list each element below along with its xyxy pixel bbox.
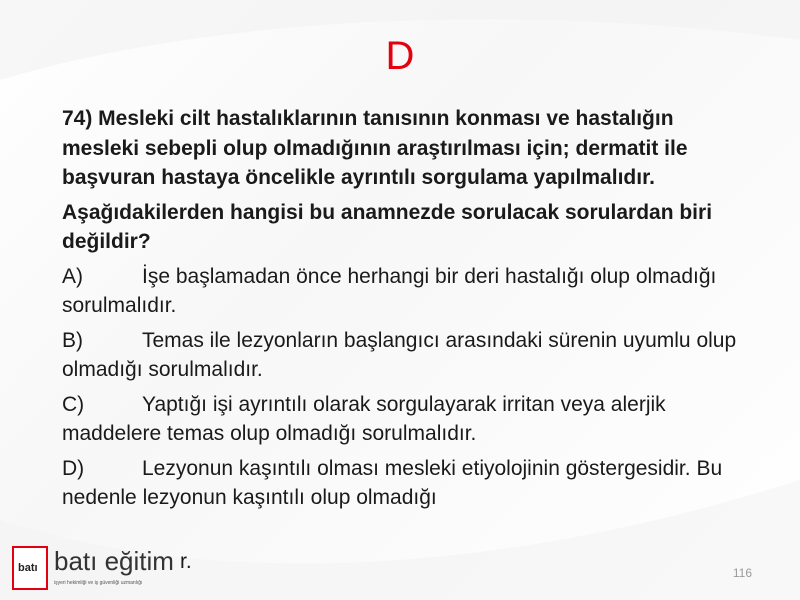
- option-c: [62, 390, 742, 449]
- trailing-fragment: r.: [180, 550, 192, 573]
- logo-mark-text: batı: [18, 562, 38, 574]
- slide-content: [62, 104, 742, 518]
- option-d: [62, 454, 742, 513]
- option-text: Lezyonun kaşıntılı olması mesleki etiyolojinin göstergesidir. Bu nedenle lezyonun kaşıntılı olup olmadığı: [62, 456, 723, 509]
- option-b: [62, 326, 742, 385]
- option-text: Yaptığı işi ayrıntılı olarak sorgulayarak irritan veya alerjik maddelere temas olup olmadığı sorulmalıdır.: [62, 392, 666, 445]
- question-prompt: Aşağıdakilerden hangisi bu anamnezde sorulacak sorulardan biri değildir?: [62, 200, 713, 253]
- bati-egitim-logo: [12, 546, 212, 592]
- option-letter: C): [62, 392, 85, 416]
- logo-mark: [12, 546, 48, 590]
- option-letter: A): [62, 264, 83, 288]
- option-text: İşe başlamadan önce herhangi bir deri hastalığı olup olmadığı sorulmalıdır.: [62, 264, 717, 317]
- option-a: [62, 262, 742, 321]
- slide-title: D: [385, 34, 415, 78]
- option-letter: D): [62, 456, 85, 480]
- question-text: 74) Mesleki cilt hastalıklarının tanısının konması ve hastalığın mesleki sebepli olup olmadığının araştırılması için; dermatit ile başvuran hastaya öncelikle ayrıntılı sorgulama yapılmalıdır.: [62, 107, 688, 189]
- page-number: 116: [732, 566, 752, 580]
- option-letter: B): [62, 328, 83, 352]
- option-text: Temas ile lezyonların başlangıcı arasındaki sürenin uyumlu olup olmadığı sorulmalıdır.: [62, 328, 737, 381]
- logo-name: batı eğitim: [54, 546, 174, 576]
- logo-tagline: işyeri hekimliği ve iş güvenliği uzmanlığı: [54, 580, 143, 586]
